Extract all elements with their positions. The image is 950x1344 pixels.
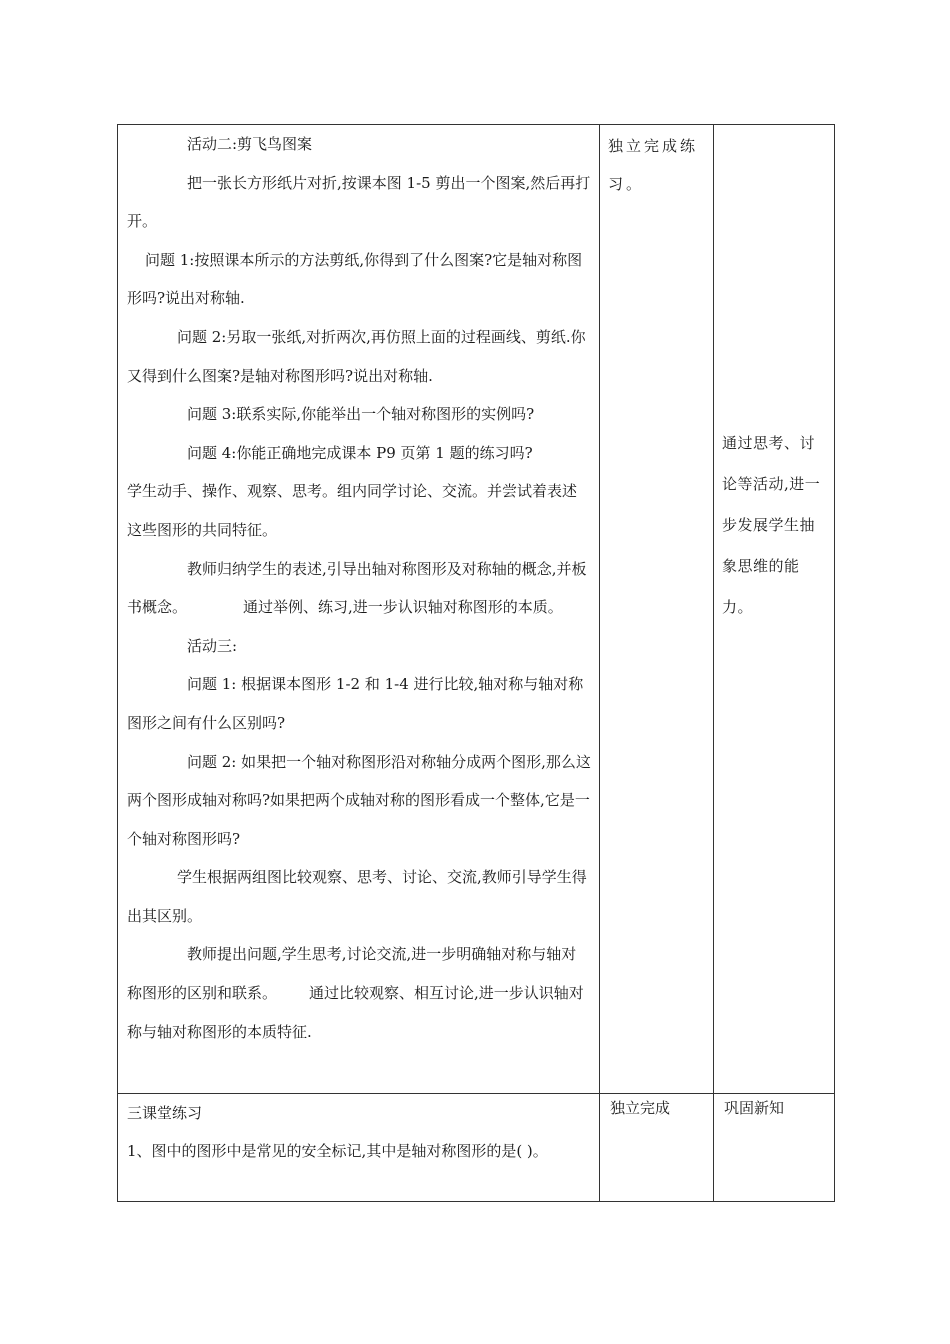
student-activity-text: 独立完成练习。	[608, 137, 699, 193]
question-3: 问题 3:联系实际,你能举出一个轴对称图形的实例吗?	[187, 405, 535, 424]
design-intent-text: 巩固新知	[724, 1098, 785, 1117]
paragraph: 通过比较观察、相互讨论,进一步认识轴对称与轴对称图形的本质特征.	[127, 984, 584, 1041]
activity-two-heading: 活动二:剪飞鸟图案	[187, 135, 313, 153]
practice-cell	[118, 1093, 600, 1201]
question-2: 问题 2: 如果把一个轴对称图形沿对称轴分成两个图形,那么这两个图形成轴对称吗?如果把两个成轴对称的图形看成一个整体,它是一个轴对称图形吗?	[127, 752, 591, 848]
design-intent-text: 通过思考、讨论等活动,进一步发展学生抽象思维的能力。	[722, 434, 821, 616]
design-intent-cell	[714, 1093, 835, 1201]
question-4: 问题 4:你能正确地完成课本 P9 页第 1 题的练习吗?	[187, 443, 533, 462]
question-1: 问题 1: 根据课本图形 1-2 和 1-4 进行比较,轴对称与轴对称图形之间有什么区别吗?	[127, 675, 584, 732]
student-activity-cell	[600, 1093, 714, 1201]
activity-cell	[118, 125, 600, 1094]
paragraph: 教师归纳学生的表述,引导出轴对称图形及对称轴的概念,并板书概念。	[127, 559, 587, 617]
design-intent-cell	[714, 125, 835, 1094]
question-1: 问题 1:按照课本所示的方法剪纸,你得到了什么图案?它是轴对称图形吗?说出对称轴.	[127, 250, 583, 308]
practice-heading: 三课堂练习	[127, 1103, 203, 1122]
paragraph: 把一张长方形纸片对折,按课本图 1-5 剪出一个图案,然后再打开。	[127, 173, 591, 231]
table-row	[118, 125, 835, 1094]
practice-question: 1、图中的图形中是常见的安全标记,其中是轴对称图形的是( )。	[127, 1141, 548, 1160]
activity-three-heading: 活动三:	[187, 636, 238, 655]
paragraph: 通过举例、练习,进一步认识轴对称图形的本质。	[243, 598, 563, 617]
question-2: 问题 2:另取一张纸,对折两次,再仿照上面的过程画线、剪纸.你又得到什么图案?是轴对称图形吗?说出对称轴.	[127, 327, 586, 385]
paragraph: 学生根据两组图比较观察、思考、讨论、交流,教师引导学生得出其区别。	[127, 868, 587, 925]
lesson-plan-table	[117, 124, 835, 1202]
paragraph: 学生动手、操作、观察、思考。组内同学讨论、交流。并尝试着表述这些图形的共同特征。	[127, 482, 578, 539]
paragraph: 教师提出问题,学生思考,讨论交流,进一步明确轴对称与轴对称图形的区别和联系。	[127, 945, 577, 1003]
student-activity-cell	[600, 125, 714, 1094]
student-activity-text: 独立完成	[610, 1098, 671, 1117]
table-row	[118, 1093, 835, 1201]
